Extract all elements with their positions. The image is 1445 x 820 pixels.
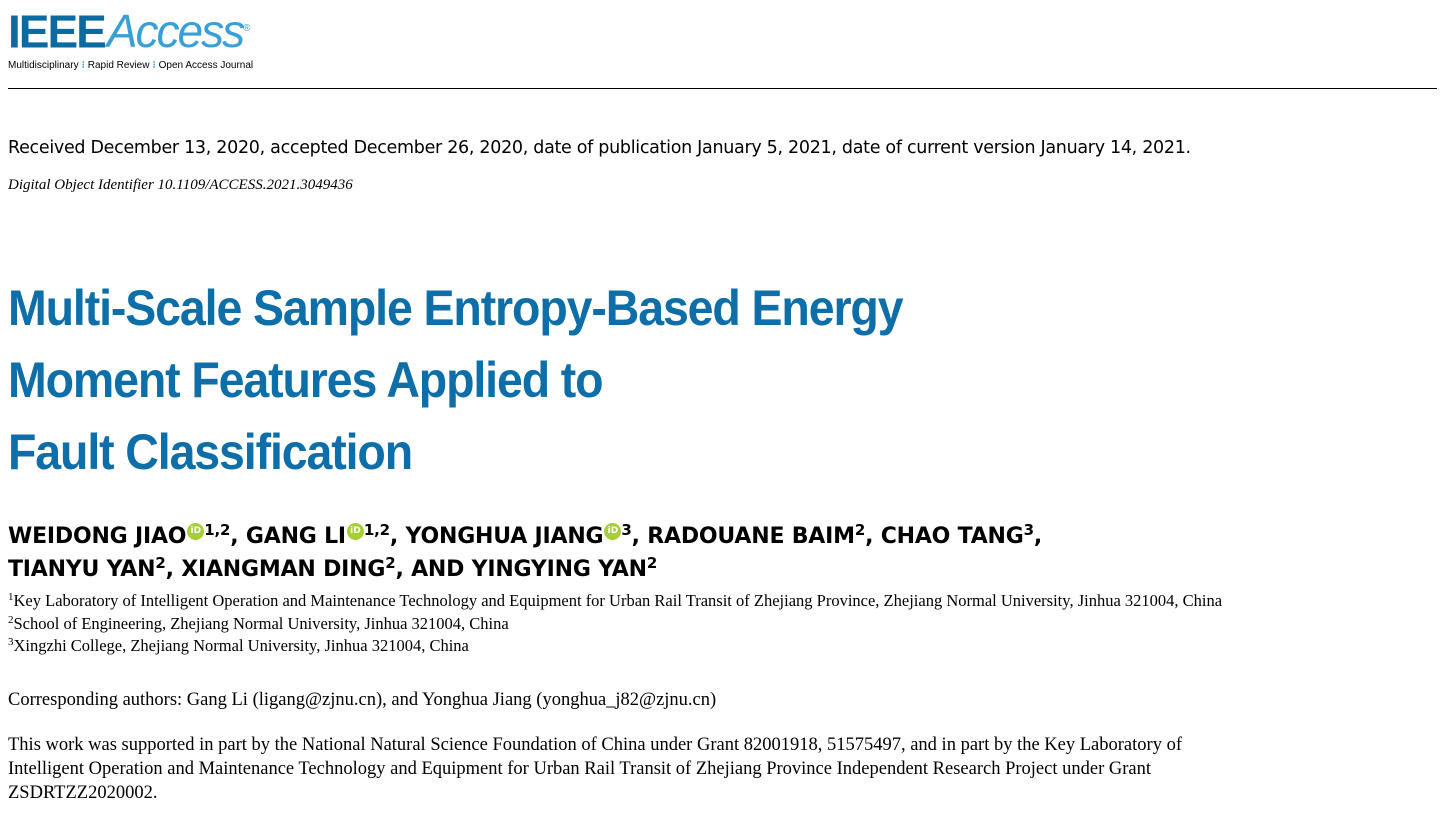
affiliation-number: 1 [8,591,14,603]
header-divider [8,88,1437,89]
title-line: Multi-Scale Sample Entropy-Based Energy [8,280,903,336]
title-line: Moment Features Applied to [8,352,603,408]
author-affil-ref: 1,2 [204,521,231,539]
author-separator: , [230,524,246,549]
orcid-icon[interactable]: iD [187,523,204,540]
logo-tagline [8,60,253,71]
author-affil-ref: 2 [854,521,866,539]
author-name: RADOUANE BAIM [647,524,855,549]
affiliation-number: 3 [8,636,14,648]
tagline-item: Multidisciplinary [8,60,79,72]
orcid-icon[interactable]: iD [604,523,621,540]
author-line [8,553,1308,586]
affiliation-number: 2 [8,613,14,626]
doi: Digital Object Identifier 10.1109/ACCESS.2021.3049436 [8,177,353,193]
author-name: XIANGMAN DING [181,557,386,582]
tagline-item: Rapid Review [87,60,150,72]
affiliation-item [8,635,1238,658]
author-name: AND YINGYING YAN [411,557,647,582]
author-separator: , [865,524,881,549]
author-separator: , [395,557,412,582]
corresponding-authors: Corresponding authors: Gang Li (ligang@zjnu.cn), and Yonghua Jiang (yonghua_j82@zjnu.cn) [8,690,717,710]
tagline-item: Open Access Journal [158,60,254,72]
tagline-separator: ⁝ [81,60,85,72]
author-separator: , [389,524,406,549]
author-affil-ref: 3 [621,521,632,539]
author-affil-ref: 2 [155,554,166,572]
logo-ieee: IEEE [8,5,105,58]
author-affil-ref: 2 [646,554,658,572]
author-separator: , [631,524,648,549]
author-affil-ref: 1,2 [363,521,390,539]
paper-title [8,272,1208,488]
author-line [8,520,1308,553]
logo-trademark: ® [243,23,250,34]
author-list [8,520,1308,586]
logo-access: Access [106,5,244,58]
logo-wordmark [8,4,253,56]
author-separator: , [165,557,182,582]
journal-logo [8,4,253,74]
funding-statement: This work was supported in part by the National Natural Science Foundation of China under Grant 82001918, 51575497, and in part by the Key Laboratory of Intelligent Operation and Maintenance Technology and Equipment for Urban Rail Transit of Zhejiang Province Independent Research Project under Grant ZSDRTZZ2020002. [8,735,1182,803]
orcid-icon[interactable]: iD [347,523,364,540]
received-dates: Received December 13, 2020, accepted December 26, 2020, date of publication January 5, 2021, date of current version January 14, 2021. [8,138,1191,158]
author-name: GANG LI [245,524,346,549]
affiliation-text: Xingzhi College, Zhejiang Normal University, Jinhua 321004, China [13,636,469,655]
affiliation-item [8,590,1238,613]
affiliations [8,590,1238,658]
affiliation-text: Key Laboratory of Intelligent Operation and Maintenance Technology and Equipment for Urban Rail Transit of Zhejiang Province, Zhejiang Normal University, Jinhua 321004, China [13,591,1223,610]
author-name: TIANYU YAN [8,557,156,582]
author-name: WEIDONG JIAO [8,524,187,549]
affiliation-item [8,613,1238,636]
tagline-separator: ⁝ [152,60,156,72]
author-separator: , [1033,524,1043,549]
title-line: Fault Classification [8,424,413,480]
author-affil-ref: 2 [385,554,396,572]
affiliation-text: School of Engineering, Zhejiang Normal University, Jinhua 321004, China [13,613,509,633]
author-name: CHAO TANG [880,524,1024,549]
author-affil-ref: 3 [1023,521,1034,539]
author-name: YONGHUA JIANG [405,524,604,549]
